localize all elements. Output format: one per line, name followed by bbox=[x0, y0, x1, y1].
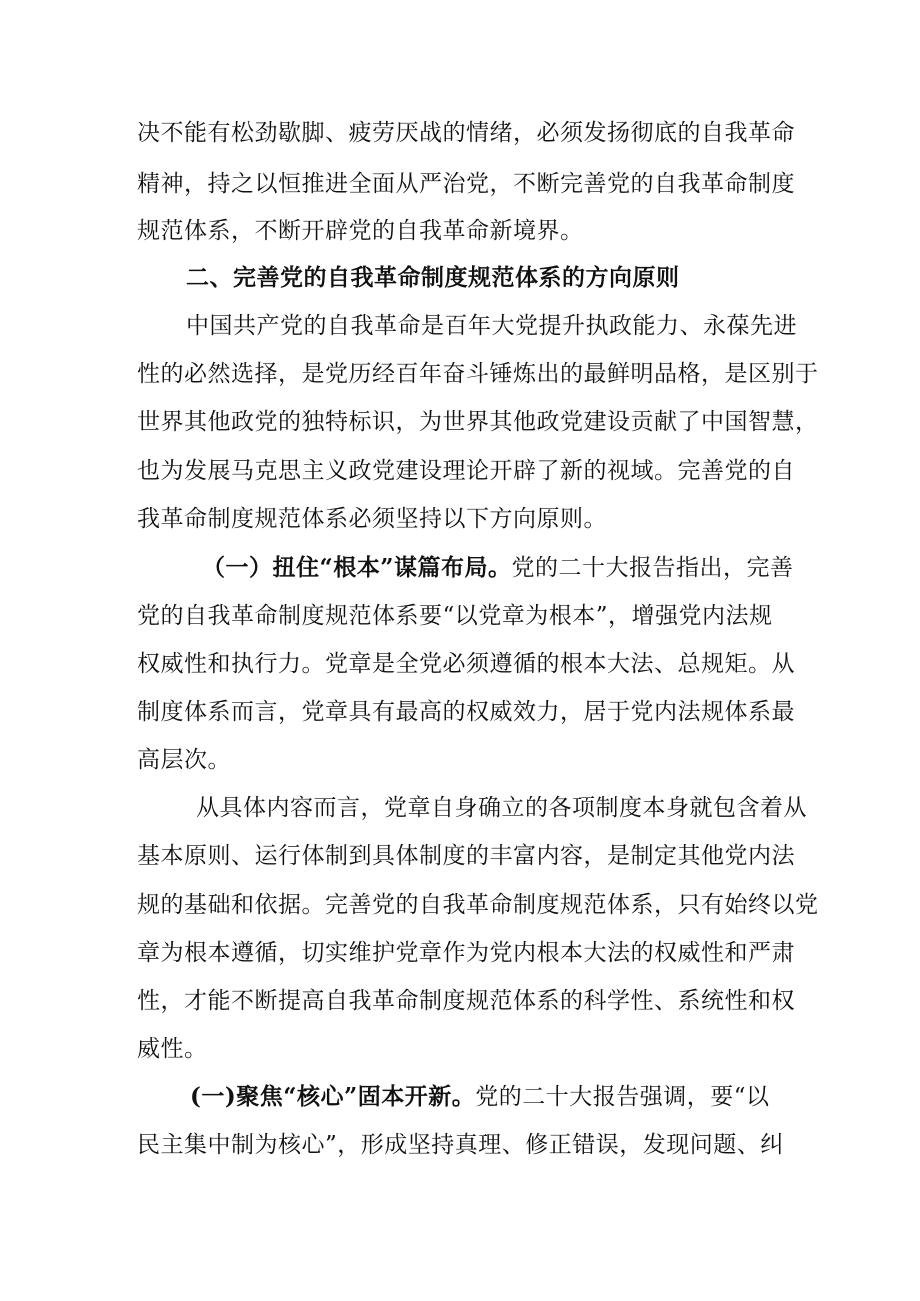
paragraph-line: 性的必然选择，是党历经百年奋斗锤炼出的最鲜明品格，是区别于 bbox=[137, 361, 819, 387]
paragraph-line: 高层次。 bbox=[137, 747, 231, 773]
paragraph-line: 性，才能不断提高自我革命制度规范体系的科学性、系统性和权 bbox=[137, 988, 795, 1014]
subsection-heading: （一）扭住“根本”谋篇布局。 bbox=[202, 554, 512, 581]
paragraph-line: 中国共产党的自我革命是百年大党提升执政能力、永葆先进 bbox=[186, 313, 797, 339]
paragraph-line: 也为发展马克思主义政党建设理论开辟了新的视域。完善党的自 bbox=[137, 458, 795, 484]
paragraph-line: 规的基础和依据。完善党的自我革命制度规范体系，只有始终以党 bbox=[137, 892, 819, 918]
paragraph-line: 章为根本遵循，切实维护党章作为党内根本大法的权威性和严肃 bbox=[137, 940, 795, 966]
subsection-line bbox=[190, 1082, 850, 1112]
paragraph-line: 制度体系而言，党章具有最高的权威效力，居于党内法规体系最 bbox=[137, 699, 795, 725]
paragraph-line: 精神，持之以恒推进全面从严治党，不断完善党的自我革命制度 bbox=[137, 171, 795, 197]
subsection-line bbox=[202, 553, 862, 583]
paragraph-line: 威性。 bbox=[137, 1036, 208, 1062]
paragraph-line: 基本原则、运行体制到具体制度的丰富内容，是制定其他党内法 bbox=[137, 843, 795, 869]
paragraph-line: 规范体系，不断开辟党的自我革命新境界。 bbox=[137, 218, 584, 244]
paragraph-line: 党的自我革命制度规范体系要“以党章为根本”，增强党内法规 bbox=[137, 603, 773, 629]
section-heading: 二、完善党的自我革命制度规范体系的方向原则 bbox=[186, 264, 680, 291]
subsection-text: 党的二十大报告强调，要“以 bbox=[475, 1084, 770, 1110]
paragraph-line: 决不能有松劲歇脚、疲劳厌战的情绪，必须发扬彻底的自我革命 bbox=[137, 120, 795, 146]
subsection-text: 党的二十大报告指出，完善 bbox=[511, 555, 794, 581]
paragraph-line: 我革命制度规范体系必须坚持以下方向原则。 bbox=[137, 506, 607, 532]
paragraph-line: 权威性和执行力。党章是全党必须遵循的根本大法、总规矩。从 bbox=[137, 651, 795, 677]
paragraph-line: 民主集中制为核心”，形成坚持真理、修正错误，发现问题、纠 bbox=[137, 1132, 784, 1158]
subsection-heading: (一)聚焦“核心”固本开新。 bbox=[190, 1083, 476, 1110]
paragraph-line: 从具体内容而言，党章自身确立的各项制度本身就包含着从 bbox=[196, 795, 807, 821]
paragraph-line: 世界其他政党的独特标识，为世界其他政党建设贡献了中国智慧， bbox=[137, 409, 819, 435]
